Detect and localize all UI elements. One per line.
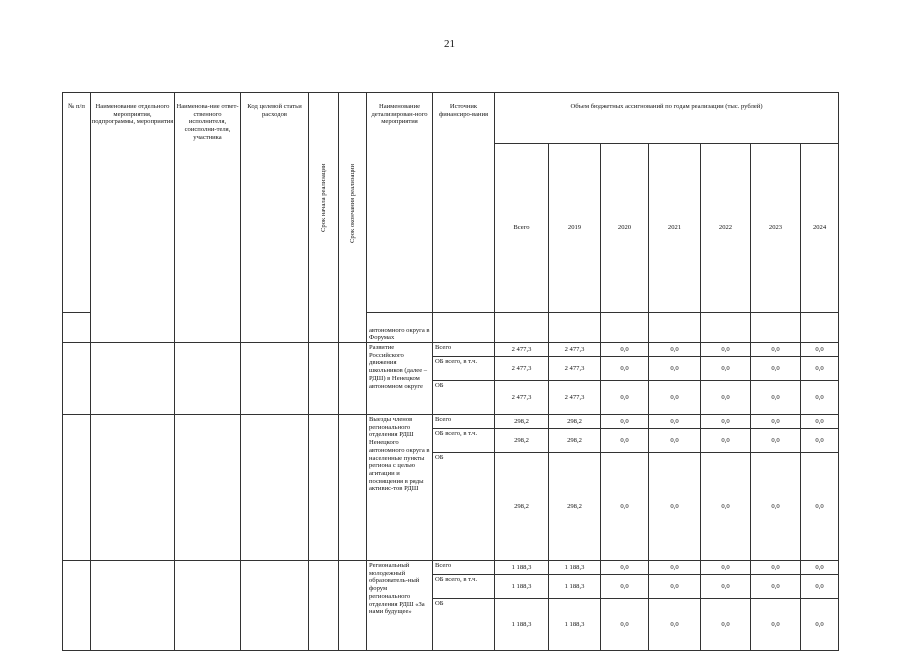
value-year: 0,0 [601,343,649,357]
header-end [339,93,367,343]
value-total: 1 188,3 [495,561,549,575]
header-volume: Объем бюджетных ассигнований по годам реализации (тыс. рублей) [495,93,839,144]
value-year: 0,0 [701,381,751,415]
value-year: 0,0 [801,343,839,357]
value-total: 1 188,3 [495,599,549,651]
value-total: 1 188,3 [495,575,549,599]
header-year-2021 [649,144,701,313]
value-year: 0,0 [601,429,649,453]
value-year: 2 477,3 [549,343,601,357]
funding-source: Всего [433,561,495,575]
row-start-cell [309,343,339,415]
value-year: 0,0 [751,343,801,357]
header-name: Наименование отдельного мероприятия, подпрограммы, мероприятия [91,93,175,343]
row-end-cell [339,561,367,651]
value-year: 0,0 [601,561,649,575]
value-year: 0,0 [751,357,801,381]
blank-cell [701,313,751,343]
header-year-2022 [701,144,751,313]
value-total: 298,2 [495,415,549,429]
value-year: 1 188,3 [549,599,601,651]
value-year: 0,0 [701,415,751,429]
value-year: 0,0 [649,561,701,575]
row-code-cell [241,343,309,415]
value-total: 2 477,3 [495,357,549,381]
row-num-cell [63,561,91,651]
value-year: 0,0 [601,381,649,415]
row-num-cell [63,343,91,415]
year-label: 2024 [812,224,827,232]
value-year: 0,0 [801,357,839,381]
value-year: 0,0 [649,575,701,599]
header-start-text: Срок начала реализации [319,164,327,233]
header-code: Код целевой статьи расходов [241,93,309,343]
value-year: 0,0 [801,599,839,651]
value-total: 298,2 [495,453,549,561]
header-num: № п/п [63,93,91,313]
measure-name: Развитие Российского движения школьников (далее – РДШ) в Ненецком автономном округе [367,343,433,415]
row-name-cell [91,561,175,651]
row-code-cell [241,561,309,651]
value-year: 2 477,3 [549,357,601,381]
blank-cell [495,313,549,343]
value-year: 0,0 [701,453,751,561]
row-name-cell [91,415,175,561]
measure-name: Региональный молодежный образователь-ный форум регионального отделения РДШ «За нами будущее» [367,561,433,651]
blank-cell [751,313,801,343]
blank-cell [549,313,601,343]
value-year: 0,0 [801,575,839,599]
value-year: 0,0 [601,415,649,429]
funding-source: ОБ [433,381,495,415]
value-year: 0,0 [701,561,751,575]
row-executor-cell [175,415,241,561]
year-label: 2023 [768,224,783,232]
value-year: 0,0 [601,357,649,381]
row-end-cell [339,415,367,561]
header-year-2024 [801,144,839,313]
value-year: 0,0 [649,343,701,357]
funding-source: ОБ всего, в т.ч. [433,357,495,381]
blank-cell [801,313,839,343]
table-row [63,343,839,357]
blank-cell [601,313,649,343]
value-year: 0,0 [649,599,701,651]
row-start-cell [309,415,339,561]
row-end-cell [339,343,367,415]
value-year: 0,0 [649,453,701,561]
funding-source: ОБ [433,599,495,651]
value-total: 2 477,3 [495,343,549,357]
value-year: 0,0 [649,381,701,415]
value-year: 0,0 [751,381,801,415]
page-number: 21 [444,38,455,50]
value-year: 2 477,3 [549,381,601,415]
funding-source: ОБ [433,453,495,561]
table-row [63,561,839,575]
blank-cell [63,313,91,343]
value-year: 1 188,3 [549,561,601,575]
row-start-cell [309,561,339,651]
value-total: 298,2 [495,429,549,453]
funding-source: ОБ всего, в т.ч. [433,575,495,599]
row-num-cell [63,415,91,561]
value-year: 0,0 [601,575,649,599]
blank-cell [433,313,495,343]
value-year: 0,0 [801,415,839,429]
value-year: 0,0 [701,599,751,651]
value-year: 0,0 [751,561,801,575]
year-label: 2022 [718,224,733,232]
value-year: 298,2 [549,429,601,453]
value-year: 0,0 [751,575,801,599]
header-end-text: Срок окончания реализации [348,164,356,244]
budget-table [62,92,839,651]
value-year: 0,0 [751,415,801,429]
header-year-total [495,144,549,313]
header-year-2020 [601,144,649,313]
header-year-2019 [549,144,601,313]
year-label: 2020 [617,224,632,232]
value-year: 0,0 [649,415,701,429]
value-year: 0,0 [649,429,701,453]
value-year: 0,0 [649,357,701,381]
header-detail: Наименование детализирован-ного мероприятия [367,93,433,313]
measure-name: Выезды членов регионального отделения РДШ Ненецкого автономного округа в населенные пункты региона с целью агитации и посвящения в ряды активис-тов РДШ [367,415,433,561]
value-year: 0,0 [751,453,801,561]
row-executor-cell [175,561,241,651]
value-year: 0,0 [751,599,801,651]
value-year: 298,2 [549,415,601,429]
value-year: 0,0 [801,381,839,415]
year-label: 2019 [567,224,582,232]
year-label: Всего [513,224,530,232]
table-row [63,415,839,429]
row-code-cell [241,415,309,561]
header-row [63,93,839,144]
header-executor: Наименова-ние ответ-ственного исполнителя, соисполни-теля, участника [175,93,241,343]
value-year: 0,0 [601,599,649,651]
value-year: 0,0 [751,429,801,453]
value-year: 0,0 [801,453,839,561]
value-year: 0,0 [601,453,649,561]
value-year: 298,2 [549,453,601,561]
header-year-2023 [751,144,801,313]
value-year: 0,0 [701,343,751,357]
blank-cell [649,313,701,343]
row-name-cell [91,343,175,415]
funding-source: Всего [433,343,495,357]
year-label: 2021 [667,224,682,232]
value-year: 0,0 [701,575,751,599]
row-executor-cell [175,343,241,415]
header-source: Источник финансиро-вания [433,93,495,313]
header-start [309,93,339,343]
value-total: 2 477,3 [495,381,549,415]
funding-source: Всего [433,415,495,429]
value-year: 0,0 [801,561,839,575]
value-year: 1 188,3 [549,575,601,599]
continuation-measure: автономного округа в Форумах [367,313,433,343]
value-year: 0,0 [701,429,751,453]
value-year: 0,0 [701,357,751,381]
value-year: 0,0 [801,429,839,453]
funding-source: ОБ всего, в т.ч. [433,429,495,453]
